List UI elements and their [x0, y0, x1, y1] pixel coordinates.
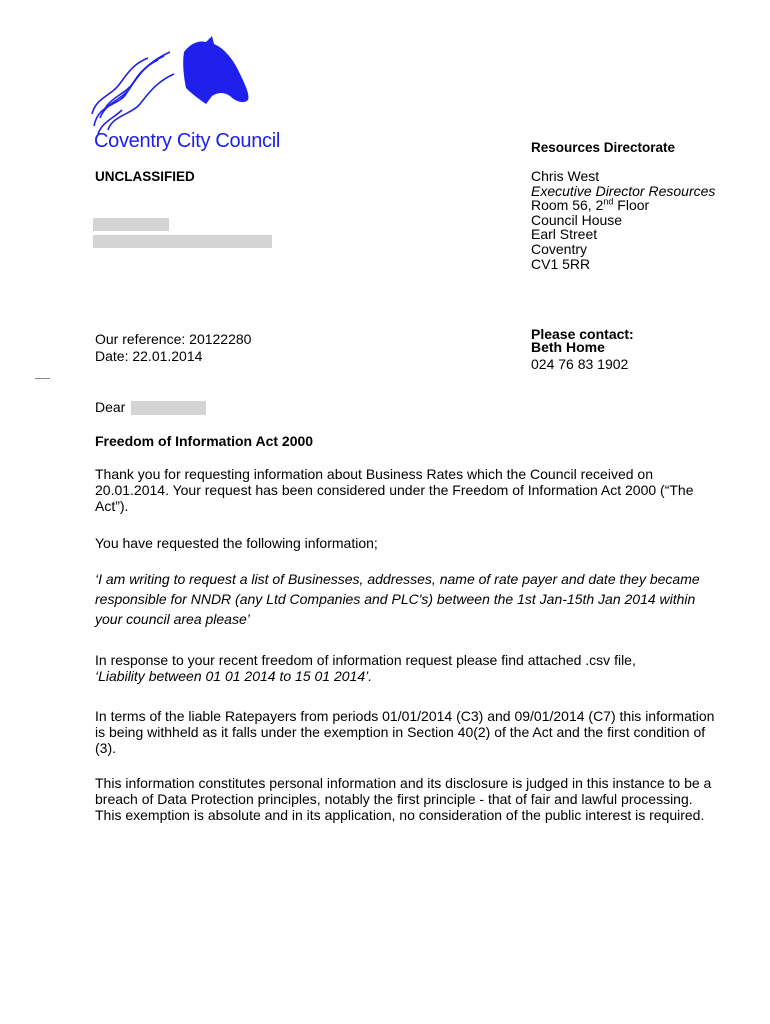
sender-building: Council House: [531, 211, 623, 228]
council-name-part1: Coventry: [94, 130, 172, 152]
sender-room: [531, 198, 715, 213]
sender-postcode: CV1 5RR: [531, 255, 591, 272]
horse-head-icon: [88, 34, 308, 134]
redacted-salutation-name: [131, 401, 206, 415]
room-sup: nd: [603, 196, 614, 207]
contact-label: Please contact:: [531, 326, 634, 342]
salutation: [95, 399, 125, 415]
sender-title: Executive Director Resources: [531, 182, 716, 199]
response-text: In response to your recent freedom of information request please find attached .csv file,: [95, 652, 636, 668]
contact-name: Beth Home: [531, 339, 605, 355]
letter-subject: Freedom of Information Act 2000: [95, 433, 314, 449]
margin-mark: [35, 378, 50, 379]
paragraph-exemption: In terms of the liable Ratepayers from periods 01/01/2014 (C3) and 09/01/2014 (C7) this information is being withheld as it falls under the exemption in Section 40(2) of the Act and the first condition of (3).: [95, 708, 715, 757]
paragraph-requested-info: You have requested the following information;: [95, 535, 378, 551]
contact-block: [531, 328, 634, 371]
council-name: [94, 130, 280, 153]
paragraph-request-received: Thank you for requesting information about Business Rates which the Council received on 20.01.2014. Your request has been considered under the Freedom of Information Act 2000 (“The Act”).: [95, 466, 694, 515]
council-name-part2: City Council: [176, 130, 281, 152]
room-suffix: Floor: [613, 197, 650, 214]
our-reference: Our reference: 20122280: [95, 331, 252, 347]
request-quote: ‘I am writing to request a list of Businesses, addresses, name of rate payer and date they became responsible for NNDR (any Ltd Companies and PLC's) between the 1st Jan-15th Jan 2014 within your council area please’: [95, 571, 700, 627]
salutation-text: Dear: [95, 399, 126, 415]
classification-label: UNCLASSIFIED: [95, 169, 195, 184]
council-logo: [88, 34, 308, 159]
redacted-recipient-name: [93, 218, 169, 231]
letter-date: Date: 22.01.2014: [95, 348, 203, 364]
reference-block: [95, 331, 251, 365]
attachment-name[interactable]: ‘Liability between 01 01 2014 to 15 01 2014’.: [95, 668, 373, 685]
sender-address: [531, 169, 715, 271]
redacted-recipient-address: [93, 235, 272, 248]
paragraph-personal-info: This information constitutes personal information and its disclosure is judged in this instance to be a breach of Data Protection principles, notably the first principle - that of fair and lawful processing. This exemption is absolute and in its application, no consideration of the public interest is required.: [95, 775, 712, 824]
paragraph-response: [95, 652, 715, 684]
room-prefix: Room 56, 2: [531, 197, 604, 214]
sender-street: Earl Street: [531, 226, 598, 243]
contact-phone: 024 76 83 1902: [531, 356, 629, 372]
sender-name: Chris West: [531, 168, 600, 184]
directorate-heading: Resources Directorate: [531, 140, 676, 155]
sender-city: Coventry: [531, 240, 588, 257]
